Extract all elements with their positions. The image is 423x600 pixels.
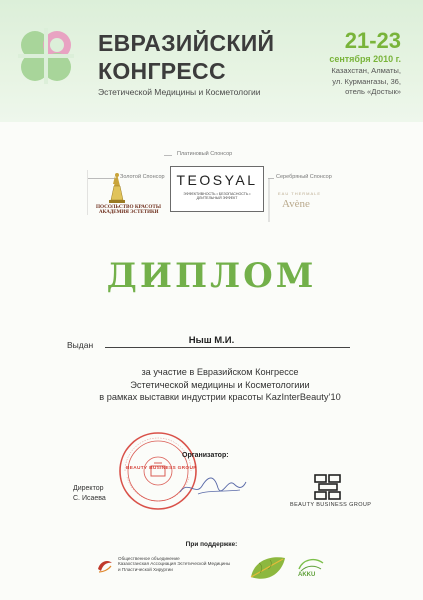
body-line: в рамках выставки индустрии красоты KazInterBeauty’10 [99, 392, 341, 402]
teosyal-tagline: ЭФФЕКТИВНОСТЬ • БЕЗОПАСНОСТЬ • ДЛИТЕЛЬНЫЙ ЭФФЕКТ [183, 192, 251, 200]
organizer-label: Организатор: [182, 452, 229, 459]
issued-underline [105, 347, 350, 348]
stamp-text: BEAUTY BUSINESS GROUP [126, 466, 197, 471]
venue-line: отель «Достык» [345, 87, 401, 96]
assoc-line: и Пластической Хирургии [118, 566, 173, 572]
diploma-heading: ДИПЛОМ [106, 256, 317, 296]
gold-sponsor-name-line1: ПОСОЛЬСТВО КРАСОТЫ [96, 204, 161, 210]
director-block [73, 484, 106, 504]
body-line: за участие в Евразийском Конгрессе [141, 367, 299, 377]
association-logo-icon [96, 557, 114, 575]
congress-subtitle: Эстетической Медицины и Косметологии [98, 87, 261, 97]
congress-logo-icon [18, 28, 74, 84]
congress-title-line1: ЕВРАЗИЙСКИЙ [98, 30, 275, 56]
akku-text: AKKU [298, 572, 316, 578]
company-name: BEAUTY BUSINESS GROUP [290, 502, 372, 508]
teosyal-wordmark: TEOSYAL [176, 172, 258, 188]
venue-line: Казахстан, Алматы, [331, 66, 401, 75]
assoc-line: Казахстанская Ассоциация Эстетической Медицины [118, 561, 231, 567]
beauty-business-group-logo-icon [314, 474, 342, 500]
silver-sponsor-label: Серебряный Спонсор [276, 174, 332, 180]
avene-wordmark: Avène [282, 198, 310, 210]
sponsor-divider [164, 155, 172, 156]
congress-title-line2: КОНГРЕСС [98, 58, 226, 84]
issued-label: Выдан [67, 340, 94, 350]
event-date-month: сентября 2010 г. [329, 54, 401, 64]
platinum-sponsor-logo [170, 166, 264, 212]
venue-line: ул. Курмангазы, 36, [332, 76, 401, 86]
leaf-logo-icon [248, 553, 288, 585]
recipient-name: Ныш М.И. [188, 335, 235, 346]
avene-top-text: EAU THERMALE [278, 191, 322, 196]
assoc-line: Общественное объединение [118, 556, 180, 561]
gold-sponsor-name-line2: АКАДЕМИЯ ЭСТЕТИКИ [99, 210, 159, 215]
director-title: Директор [73, 485, 104, 492]
gold-sponsor-label: Золотой Спонсор [120, 174, 165, 180]
event-date-days: 21-23 [344, 28, 401, 53]
event-venue [281, 66, 401, 98]
director-name: С. Исаева [73, 495, 106, 502]
body-line: Эстетической медицины и Косметологиии [130, 379, 310, 390]
diploma-body [70, 366, 370, 404]
signature-icon [178, 470, 248, 500]
association-name [118, 556, 248, 572]
support-label: При поддержке: [185, 541, 238, 548]
platinum-sponsor-label: Платиновый Спонсор [177, 151, 233, 157]
